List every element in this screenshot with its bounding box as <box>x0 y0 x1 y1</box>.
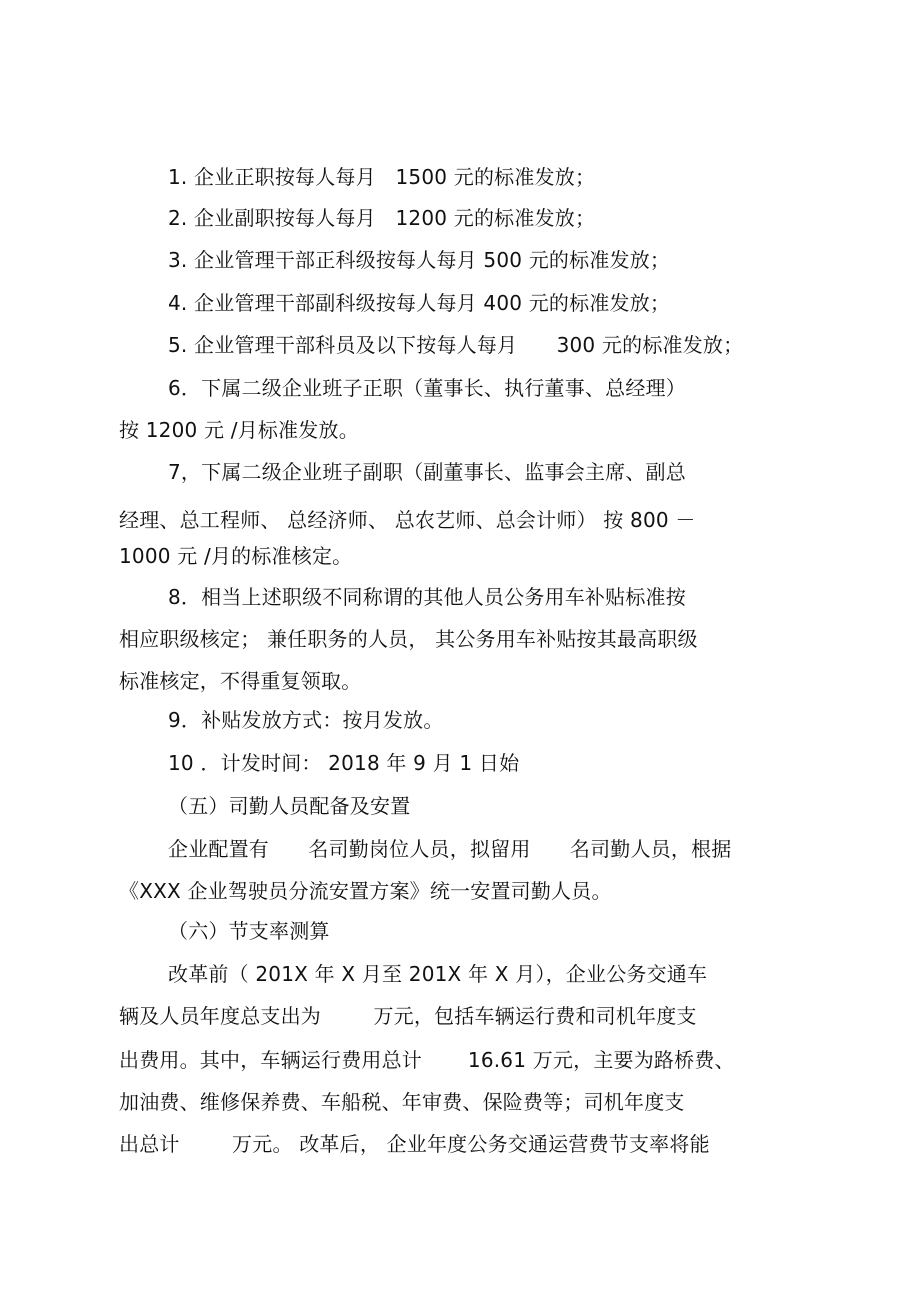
doc-line-12: 相应职级核定； 兼任职务的人员， 其公务用车补贴按其最高职级 <box>119 627 698 651</box>
doc-line-10: 1000 元 /月的标准核定。 <box>119 544 353 568</box>
doc-line-1: 1. 企业正职按每人每月 1500 元的标准发放； <box>168 165 596 189</box>
section-heading-6: （六）节支率测算 <box>168 919 330 943</box>
doc-line-13: 标准核定，不得重复领取。 <box>119 669 362 693</box>
doc-line-20: 改革前（ 201X 年 X 月至 201X 年 X 月），企业公务交通车 <box>168 962 708 986</box>
doc-line-5: 5. 企业管理干部科员及以下按每人每月 300 元的标准发放； <box>168 333 744 357</box>
doc-line-4: 4. 企业管理干部副科级按每人每月 400 元的标准发放； <box>168 291 671 315</box>
doc-line-21: 辆及人员年度总支出为 万元，包括车辆运行费和司机年度支 <box>119 1004 697 1028</box>
doc-line-6: 6．下属二级企业班子正职（董事长、执行董事、总经理） <box>168 376 686 400</box>
doc-line-3: 3. 企业管理干部正科级按每人每月 500 元的标准发放； <box>168 248 671 272</box>
doc-line-23: 加油费、维修保养费、车船税、年审费、保险费等；司机年度支 <box>119 1090 685 1114</box>
doc-line-2: 2. 企业副职按每人每月 1200 元的标准发放； <box>168 206 596 230</box>
doc-line-24: 出总计 万元。 改革后， 企业年度公务交通运营费节支率将能 <box>119 1132 710 1156</box>
doc-line-9: 经理、总工程师、 总经济师、 总农艺师、总会计师） 按 800 － <box>119 508 696 532</box>
doc-line-8: 7，下属二级企业班子副职（副董事长、监事会主席、副总 <box>168 460 686 484</box>
doc-line-14: 9．补贴发放方式：按月发放。 <box>168 708 444 732</box>
section-heading-5: （五）司勤人员配备及安置 <box>168 794 411 818</box>
doc-line-11: 8．相当上述职级不同称谓的其他人员公务用车补贴标准按 <box>168 585 686 609</box>
doc-line-15: 10 ．计发时间： 2018 年 9 月 1 日始 <box>168 751 520 775</box>
doc-line-7: 按 1200 元 /月标准发放。 <box>119 418 359 442</box>
doc-line-17: 企业配置有 名司勤岗位人员，拟留用 名司勤人员，根据 <box>168 837 732 861</box>
doc-line-18: 《XXX 企业驾驶员分流安置方案》统一安置司勤人员。 <box>119 879 612 903</box>
doc-line-22: 出费用。其中，车辆运行费用总计 16.61 万元，主要为路桥费、 <box>119 1048 735 1072</box>
